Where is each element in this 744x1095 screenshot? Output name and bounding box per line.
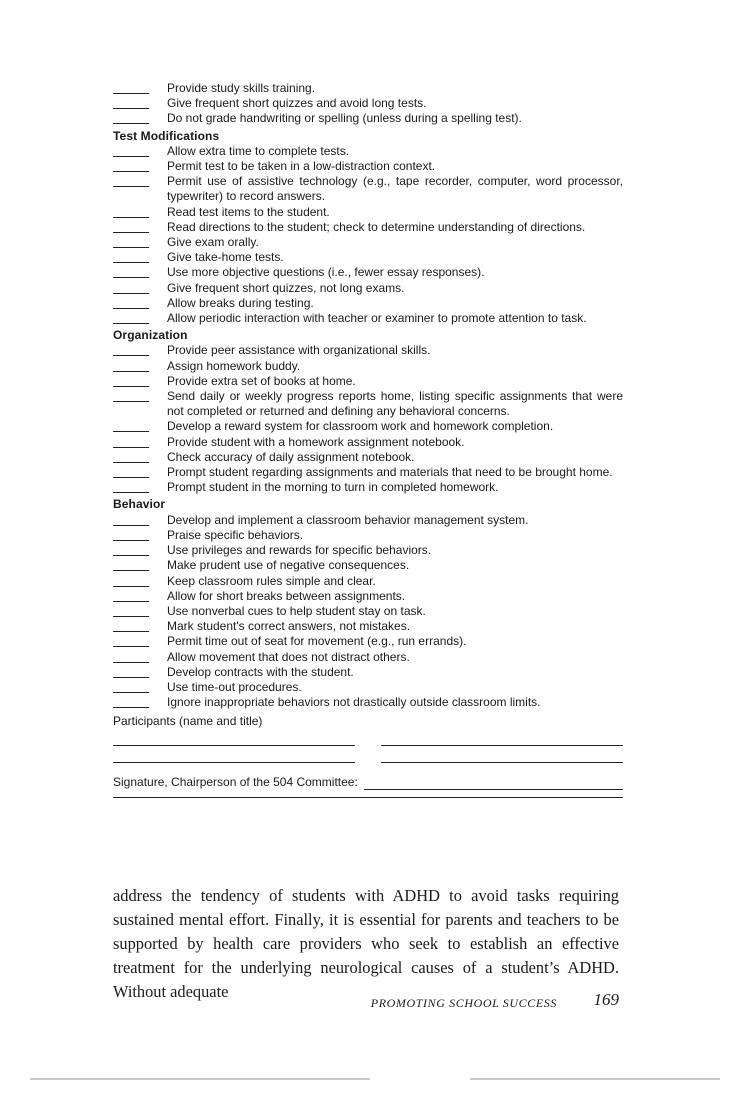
- checklist-item: [113, 528, 623, 543]
- checklist-item: [113, 374, 623, 389]
- section-behavior: [113, 497, 623, 710]
- check-blank[interactable]: [113, 374, 149, 387]
- checklist-item: [113, 589, 623, 604]
- check-blank[interactable]: [113, 296, 149, 309]
- check-blank[interactable]: [113, 650, 149, 663]
- checklist-item-text: Ignore inappropriate behaviors not drastically outside classroom limits.: [167, 695, 541, 710]
- checklist-item: [113, 480, 623, 495]
- check-blank[interactable]: [113, 680, 149, 693]
- checklist-item: [113, 359, 623, 374]
- check-blank[interactable]: [113, 435, 149, 448]
- checklist-item-text: Provide extra set of books at home.: [167, 373, 356, 388]
- checklist-item: [113, 650, 623, 665]
- checklist-item: [113, 513, 623, 528]
- checklist-item-text: Develop contracts with the student.: [167, 664, 354, 679]
- check-blank[interactable]: [113, 250, 149, 263]
- checklist-item: [113, 296, 623, 311]
- checklist-item-text: Provide student with a homework assignment notebook.: [167, 434, 465, 449]
- checklist-item: [113, 389, 623, 419]
- checklist-item-text: Praise specific behaviors.: [167, 527, 304, 542]
- section-test-modifications: [113, 129, 623, 327]
- participant-signature-line[interactable]: [113, 744, 355, 746]
- page-footer: [113, 990, 619, 1014]
- checklist-item: [113, 235, 623, 250]
- checklist-item-text: Give take-home tests.: [167, 250, 284, 265]
- check-blank[interactable]: [113, 311, 149, 324]
- checklist-item-text: Keep classroom rules simple and clear.: [167, 573, 376, 588]
- checklist-item: [113, 220, 623, 235]
- checklist-item-text: Permit use of assistive technology (e.g., tape recorder, computer, word processor, typewriter) to record answers.: [167, 174, 623, 204]
- checklist-item-text: Check accuracy of daily assignment notebook.: [167, 449, 415, 464]
- check-blank[interactable]: [113, 220, 149, 233]
- checklist-item: [113, 281, 623, 296]
- checklist-item: [113, 265, 623, 280]
- checklist-item: [113, 435, 623, 450]
- checklist-item: [113, 558, 623, 573]
- check-blank[interactable]: [113, 528, 149, 541]
- checklist-item: [113, 159, 623, 174]
- scan-artifact: [30, 1078, 370, 1080]
- checklist-item: [113, 111, 623, 126]
- checklist-item: [113, 343, 623, 358]
- check-blank[interactable]: [113, 205, 149, 218]
- checklist-item: [113, 205, 623, 220]
- section-heading: Organization: [113, 328, 188, 343]
- checklist-item-text: Allow for short breaks between assignments.: [167, 588, 406, 603]
- chairperson-signature-line[interactable]: [364, 777, 623, 790]
- accommodations-checklist: [113, 81, 623, 798]
- check-blank[interactable]: [113, 558, 149, 571]
- check-blank[interactable]: [113, 574, 149, 587]
- checklist-item: [113, 450, 623, 465]
- checklist-item-text: Give frequent short quizzes, not long exams.: [167, 280, 405, 295]
- participant-signature-row: [113, 744, 623, 746]
- check-blank[interactable]: [113, 96, 149, 109]
- check-blank[interactable]: [113, 111, 149, 124]
- checklist-item: [113, 543, 623, 558]
- checklist-item: [113, 144, 623, 159]
- checklist-item-text: Provide study skills training.: [167, 81, 316, 95]
- checklist-item: [113, 574, 623, 589]
- checklist-top-group: [113, 81, 623, 127]
- checklist-item: [113, 250, 623, 265]
- checklist-item-text: Allow movement that does not distract others.: [167, 649, 410, 664]
- checklist-item-text: Use more objective questions (i.e., fewer essay responses).: [167, 265, 485, 280]
- section-organization: [113, 328, 623, 495]
- checklist-item-text: Give frequent short quizzes and avoid long tests.: [167, 96, 427, 111]
- checklist-item: [113, 619, 623, 634]
- check-blank[interactable]: [113, 81, 149, 94]
- checklist-item-text: Provide peer assistance with organizational skills.: [167, 343, 431, 358]
- checklist-item: [113, 665, 623, 680]
- checklist-item-text: Use privileges and rewards for specific behaviors.: [167, 543, 432, 558]
- chairperson-label: Signature, Chairperson of the 504 Committee:: [113, 774, 358, 789]
- checklist-item-text: Read test items to the student.: [167, 204, 330, 219]
- check-blank[interactable]: [113, 343, 149, 356]
- checklist-item-text: Send daily or weekly progress reports home, listing specific assignments that were not completed or returned and defining any behavioral concerns.: [167, 389, 623, 419]
- check-blank[interactable]: [113, 359, 149, 372]
- check-blank[interactable]: [113, 450, 149, 463]
- check-blank[interactable]: [113, 695, 149, 708]
- scan-artifact: [470, 1078, 720, 1080]
- checklist-item: [113, 311, 623, 326]
- participant-signature-line[interactable]: [381, 744, 623, 746]
- checklist-item: [113, 419, 623, 434]
- check-blank[interactable]: [113, 235, 149, 248]
- check-blank[interactable]: [113, 619, 149, 632]
- checklist-item-text: Mark student's correct answers, not mistakes.: [167, 619, 411, 634]
- checklist-item: [113, 96, 623, 111]
- checklist-item-text: Allow extra time to complete tests.: [167, 143, 350, 158]
- checklist-item: [113, 465, 623, 480]
- check-blank[interactable]: [113, 543, 149, 556]
- section-heading: Behavior: [113, 497, 166, 512]
- body-paragraph: address the tendency of students with ADHD to avoid tasks requiring sustained mental effort. Finally, it is essential for parents and teachers to be supported by health care providers who seek to establish an effective treatment for the underlying neurological causes of a student’s ADHD. Without adequate: [113, 886, 619, 1001]
- checklist-item-text: Permit time out of seat for movement (e.g., run errands).: [167, 634, 467, 649]
- section-heading: Test Modifications: [113, 128, 220, 143]
- checklist-item-text: Do not grade handwriting or spelling (unless during a spelling test).: [167, 111, 522, 126]
- checklist-item-text: Develop and implement a classroom behavior management system.: [167, 512, 529, 527]
- checklist-item-text: Develop a reward system for classroom work and homework completion.: [167, 419, 554, 434]
- checklist-item: [113, 81, 623, 96]
- check-blank[interactable]: [113, 389, 149, 402]
- form-bottom-rule: [113, 796, 623, 798]
- check-blank[interactable]: [113, 634, 149, 647]
- check-blank[interactable]: [113, 159, 149, 172]
- checklist-item-text: Assign homework buddy.: [167, 358, 301, 373]
- check-blank[interactable]: [113, 174, 149, 187]
- check-blank[interactable]: [113, 281, 149, 294]
- check-blank[interactable]: [113, 665, 149, 678]
- checklist-item: [113, 174, 623, 204]
- checklist-item-text: Use nonverbal cues to help student stay on task.: [167, 603, 426, 618]
- participant-signature-line[interactable]: [113, 761, 355, 763]
- checklist-item-text: Allow breaks during testing.: [167, 295, 314, 310]
- check-blank[interactable]: [113, 589, 149, 602]
- checklist-item-text: Use time-out procedures.: [167, 679, 302, 694]
- checklist-item-text: Prompt student in the morning to turn in completed homework.: [167, 480, 499, 495]
- participant-signature-line[interactable]: [381, 761, 623, 763]
- participants-label: Participants (name and title): [113, 714, 263, 729]
- checklist-item: [113, 634, 623, 649]
- running-head: PROMOTING SCHOOL SUCCESS: [370, 996, 557, 1010]
- checklist-item-text: Give exam orally.: [167, 235, 259, 250]
- check-blank[interactable]: [113, 144, 149, 157]
- page-number: 169: [593, 990, 619, 1009]
- check-blank[interactable]: [113, 480, 149, 493]
- checklist-item-text: Prompt student regarding assignments and materials that need to be brought home.: [167, 465, 613, 480]
- checklist-item: [113, 680, 623, 695]
- checklist-item-text: Allow periodic interaction with teacher or examiner to promote attention to task.: [167, 311, 587, 326]
- checklist-item: [113, 604, 623, 619]
- checklist-item: [113, 695, 623, 710]
- check-blank[interactable]: [113, 604, 149, 617]
- checklist-item-text: Read directions to the student; check to determine understanding of directions.: [167, 219, 586, 234]
- check-blank[interactable]: [113, 465, 149, 478]
- checklist-item-text: Permit test to be taken in a low-distraction context.: [167, 159, 436, 174]
- check-blank[interactable]: [113, 419, 149, 432]
- check-blank[interactable]: [113, 265, 149, 278]
- checklist-item-text: Make prudent use of negative consequences.: [167, 558, 410, 573]
- participant-signature-row: [113, 761, 623, 763]
- check-blank[interactable]: [113, 513, 149, 526]
- chairperson-signature-row: [113, 775, 623, 790]
